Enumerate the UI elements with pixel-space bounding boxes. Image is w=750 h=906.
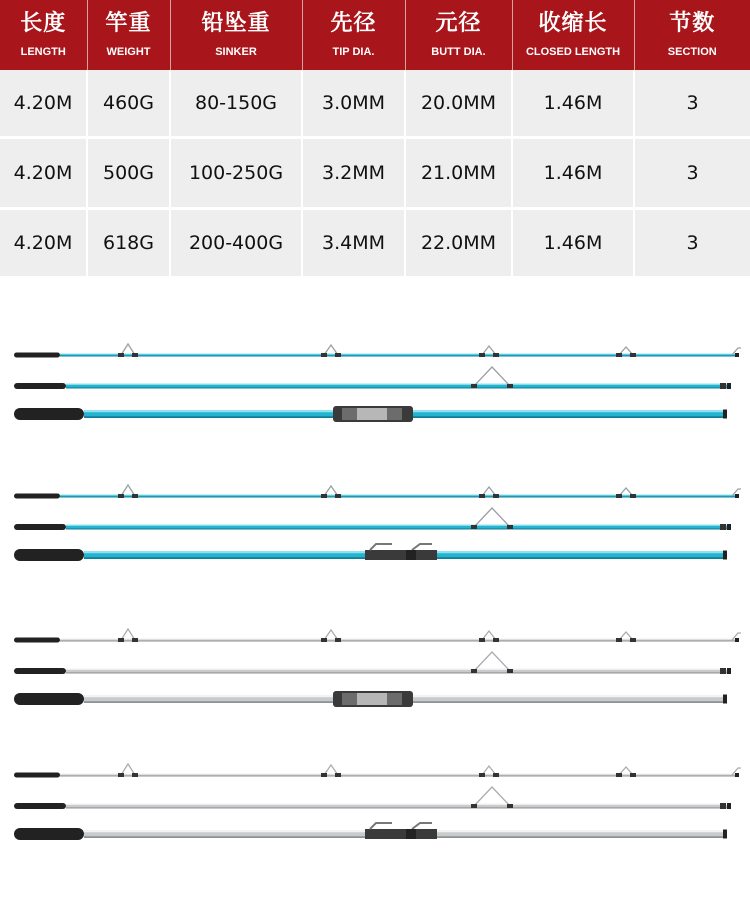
reel-clip-band [365,550,437,560]
guide-foot [471,525,477,529]
rod-highlight [66,384,730,385]
guide-foot [507,669,513,673]
cell-section: 3 [634,209,750,278]
rod-tip-cap [723,410,727,419]
guide-foot [616,494,622,498]
cell-tip-dia: 3.0MM [302,70,405,138]
cell-closed-length: 1.46M [512,209,634,278]
rod-tip-section [14,485,741,499]
header-zh: 节数 [669,11,716,36]
header-zh: 铅坠重 [201,11,271,36]
rod-set [14,344,741,422]
rod-guide [474,367,510,386]
cell-sinker: 100-250G [170,138,302,209]
rod-butt-section [14,406,727,422]
rod-set [14,629,741,707]
reel-clip-center [406,829,416,839]
guide-foot [321,638,327,642]
cell-tip-dia: 3.2MM [302,138,405,209]
rod-tip-cap [727,524,731,530]
rod-middle-section [14,508,731,530]
rod-shadow [60,776,738,777]
header-zh: 先径 [330,11,377,36]
header-zh: 长度 [20,11,67,36]
rod-handle [14,353,60,358]
cell-sinker: 80-150G [170,70,302,138]
rod-handle [14,773,60,778]
cell-tip-dia: 3.4MM [302,209,405,278]
rod-middle-section [14,367,731,389]
rod-tip-cap [735,638,739,642]
header-zh: 竿重 [105,11,152,36]
guide-foot [507,525,513,529]
guide-foot [132,638,138,642]
rod-tip-cap [735,494,739,498]
rod-shadow [66,807,730,808]
guide-foot [493,638,499,642]
guide-foot [471,669,477,673]
guide-foot [118,494,124,498]
rod-handle [14,383,66,389]
rod-set [14,764,741,840]
rod-highlight [60,354,738,355]
rod-highlight [66,525,730,526]
guide-foot [471,384,477,388]
rod-shadow [60,497,738,498]
guide-foot [479,353,485,357]
rod-tip-cap [727,803,731,809]
rod-ferrule [720,803,726,809]
cell-weight: 460G [87,70,170,138]
guide-foot [321,494,327,498]
guide-foot [132,494,138,498]
header-zh: 元径 [435,11,482,36]
rod-highlight [60,639,738,640]
rod-highlight [66,669,730,670]
header-en: WEIGHT [106,46,151,58]
guide-foot [118,638,124,642]
rod-shadow [60,356,738,357]
rod-ferrule [720,383,726,389]
rod-tip-cap [727,383,731,389]
rod-handle [14,638,60,643]
rod-guide [474,508,510,527]
guide-foot [471,804,477,808]
guide-foot [479,773,485,777]
rod-handle [14,668,66,674]
guide-foot [335,638,341,642]
guide-foot [630,773,636,777]
rod-tip-cap [723,830,727,839]
rod-set [14,485,741,561]
header-zh: 收缩长 [538,11,608,36]
rod-handle [14,828,84,840]
rod-tip-section [14,764,741,778]
reel-clip-arms [370,823,432,829]
rod-shadow [66,672,730,673]
rod-butt-section [14,544,727,561]
rod-handle [14,549,84,561]
guide-foot [493,353,499,357]
rod-guide [474,787,510,806]
guide-foot [616,638,622,642]
cell-section: 3 [634,138,750,209]
rod-shadow [66,528,730,529]
guide-foot [630,638,636,642]
rod-ferrule [720,524,726,530]
guide-foot [616,773,622,777]
rod-tip-cap [723,551,727,560]
header-en: LENGTH [20,46,66,58]
cell-butt-dia: 21.0MM [405,138,512,209]
rod-guide [474,652,510,671]
cell-length: 4.20M [0,138,87,209]
cell-length: 4.20M [0,70,87,138]
rod-middle-section [14,652,731,674]
rod-highlight [60,774,738,775]
rod-handle [14,693,84,705]
guide-foot [132,353,138,357]
rod-butt-section [14,691,727,707]
reel-clip-center [406,550,416,560]
rod-tip-cap [723,695,727,704]
rod-tip-section [14,344,741,358]
guide-foot [493,773,499,777]
header-en: SECTION [667,46,717,58]
guide-foot [132,773,138,777]
header-en: TIP DIA. [332,46,375,58]
rod-tip-section [14,629,741,643]
cell-butt-dia: 20.0MM [405,70,512,138]
rod-handle [14,408,84,420]
guide-foot [479,494,485,498]
rod-highlight [60,495,738,496]
cell-weight: 500G [87,138,170,209]
guide-foot [479,638,485,642]
cell-closed-length: 1.46M [512,70,634,138]
rod-ferrule [720,668,726,674]
guide-foot [321,353,327,357]
guide-foot [507,384,513,388]
cell-length: 4.20M [0,209,87,278]
rod-tip-cap [735,353,739,357]
reel-seat-hood [357,408,387,420]
rod-shadow [60,641,738,642]
guide-foot [630,353,636,357]
guide-foot [616,353,622,357]
guide-foot [335,494,341,498]
guide-foot [493,494,499,498]
cell-closed-length: 1.46M [512,138,634,209]
rod-butt-section [14,823,727,840]
guide-foot [118,353,124,357]
cell-weight: 618G [87,209,170,278]
header-en: CLOSED LENGTH [525,46,621,58]
guide-foot [507,804,513,808]
reel-clip-band [365,829,437,839]
rod-middle-section [14,787,731,809]
reel-clip-arms [370,544,432,550]
guide-foot [321,773,327,777]
guide-foot [335,353,341,357]
cell-section: 3 [634,70,750,138]
header-en: SINKER [215,46,257,58]
rod-tip-cap [735,773,739,777]
reel-seat-hood [357,693,387,705]
rod-tip-cap [727,668,731,674]
guide-foot [118,773,124,777]
rod-shadow [66,387,730,388]
rod-handle [14,803,66,809]
rod-highlight [66,804,730,805]
header-en: BUTT DIA. [431,46,486,58]
rod-handle [14,524,66,530]
cell-butt-dia: 22.0MM [405,209,512,278]
cell-sinker: 200-400G [170,209,302,278]
guide-foot [335,773,341,777]
guide-foot [630,494,636,498]
rod-handle [14,494,60,499]
